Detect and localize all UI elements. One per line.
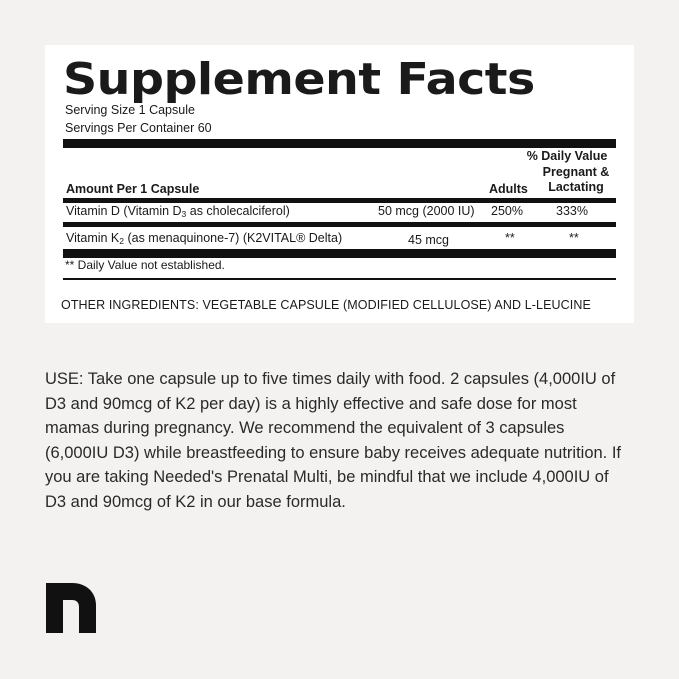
pregnant-label: Pregnant & [542, 165, 610, 179]
needed-n-logo-icon [46, 583, 96, 633]
nutrient-amount-vitamin-d: 50 mcg (2000 IU) [378, 204, 475, 218]
panel-title: Supplement Facts [63, 54, 535, 105]
usage-instructions: USE: Take one capsule up to five times daily with food. 2 capsules (4,000IU of D3 and 90mcg of K2 per day) is a highly effective and safe dose for most mamas during pregnancy. We recommend the equivalent of 3 capsules (6,000IU D3) while breastfeeding to ensure baby receives adequate nutrition. If you are taking Needed's Prenatal Multi, be mindful that we include 4,000IU of D3 and 90mcg of K2 in our base formula. [45, 370, 622, 511]
divider-row [63, 222, 616, 227]
nutrient-name-vitamin-k2: Vitamin $K_2$ (as menaquinone-7) (K2VITAL® Delta) [66, 231, 343, 246]
nutrient-dv-pregnant-vitamin-k2: ** [569, 231, 579, 245]
nutrient-name-vitamin-d: Vitamin D (Vitamin $D_3$ as cholecalciferol) [66, 204, 290, 219]
serving-size: Serving Size 1 Capsule [65, 103, 195, 117]
lactating-label: Lactating [548, 180, 604, 194]
servings-per-container: Servings Per Container 60 [65, 121, 212, 135]
divider-footnote [63, 278, 616, 280]
daily-value-header: % Daily Value [526, 149, 608, 163]
supplement-facts-panel [45, 45, 634, 323]
footnote: ** Daily Value not established. [65, 258, 225, 272]
adults-header: Adults [489, 182, 528, 196]
divider-thick-bottom [63, 249, 616, 258]
nutrient-dv-adults-vitamin-k2: ** [505, 231, 515, 245]
nutrient-amount-vitamin-k2: 45 mcg [408, 233, 449, 247]
pregnant-lactating-header [535, 165, 617, 195]
divider-thick-top [63, 139, 616, 148]
nutrient-dv-adults-vitamin-d: 250% [491, 204, 523, 218]
nutrient-dv-pregnant-vitamin-d: 333% [556, 204, 588, 218]
amount-per-serving-header: Amount Per 1 Capsule [66, 182, 200, 196]
other-ingredients: OTHER INGREDIENTS: VEGETABLE CAPSULE (MODIFIED CELLULOSE) AND L-LEUCINE [61, 298, 591, 312]
